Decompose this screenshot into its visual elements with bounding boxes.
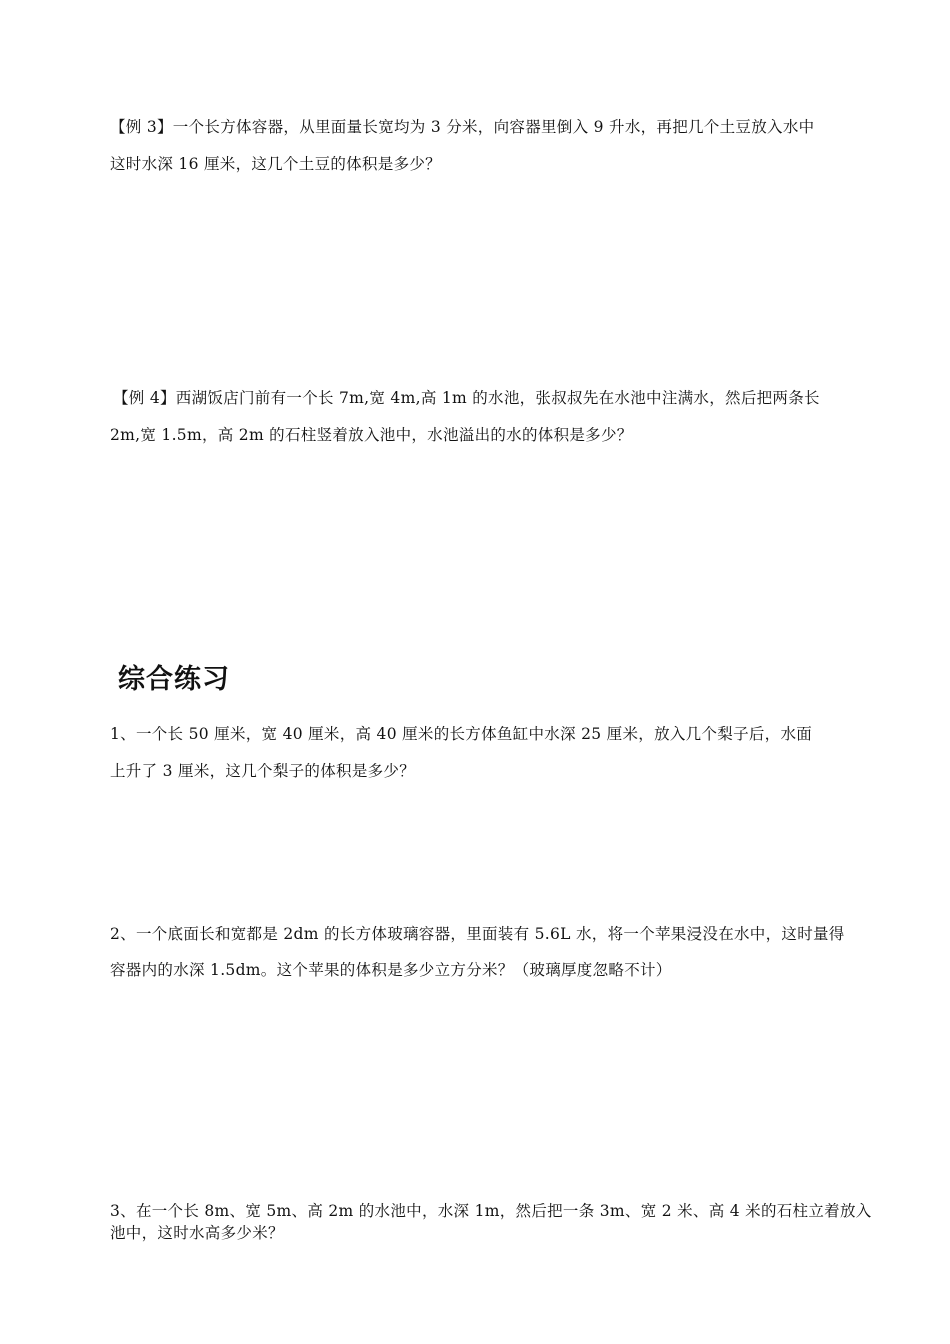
- example-4-line-2: 2m,宽 1.5m，高 2m 的石柱竖着放入池中，水池溢出的水的体积是多少？: [110, 426, 633, 444]
- exercise-3-line-2: 池中，这时水高多少米？: [110, 1224, 284, 1242]
- exercise-3-line-1: 3、在一个长 8m、宽 5m、高 2m 的水池中，水深 1m，然后把一条 3m、宽 2 米、高 4 米的石柱立着放入: [110, 1202, 872, 1220]
- exercise-1-line-2: 上升了 3 厘米，这几个梨子的体积是多少？: [110, 762, 416, 780]
- exercise-2-line-2: 容器内的水深 1.5dm。这个苹果的体积是多少立方分米？（玻璃厚度忽略不计）: [110, 961, 672, 979]
- example-3-line-2: 这时水深 16 厘米，这几个土豆的体积是多少？: [110, 155, 441, 173]
- section-title: 综合练习: [118, 664, 230, 695]
- exercise-1-line-1: 1、一个长 50 厘米，宽 40 厘米，高 40 厘米的长方体鱼缸中水深 25 厘米，放入几个梨子后，水面: [110, 725, 813, 743]
- exercise-2-line-1: 2、一个底面长和宽都是 2dm 的长方体玻璃容器，里面装有 5.6L 水，将一个苹果浸没在水中，这时量得: [110, 925, 845, 943]
- example-3-line-1: 【例 3】一个长方体容器，从里面量长宽均为 3 分米，向容器里倒入 9 升水，再把几个土豆放入水中: [110, 118, 815, 136]
- example-4-line-1: 【例 4】西湖饭店门前有一个长 7m,宽 4m,高 1m 的水池，张叔叔先在水池中注满水，然后把两条长: [113, 389, 820, 407]
